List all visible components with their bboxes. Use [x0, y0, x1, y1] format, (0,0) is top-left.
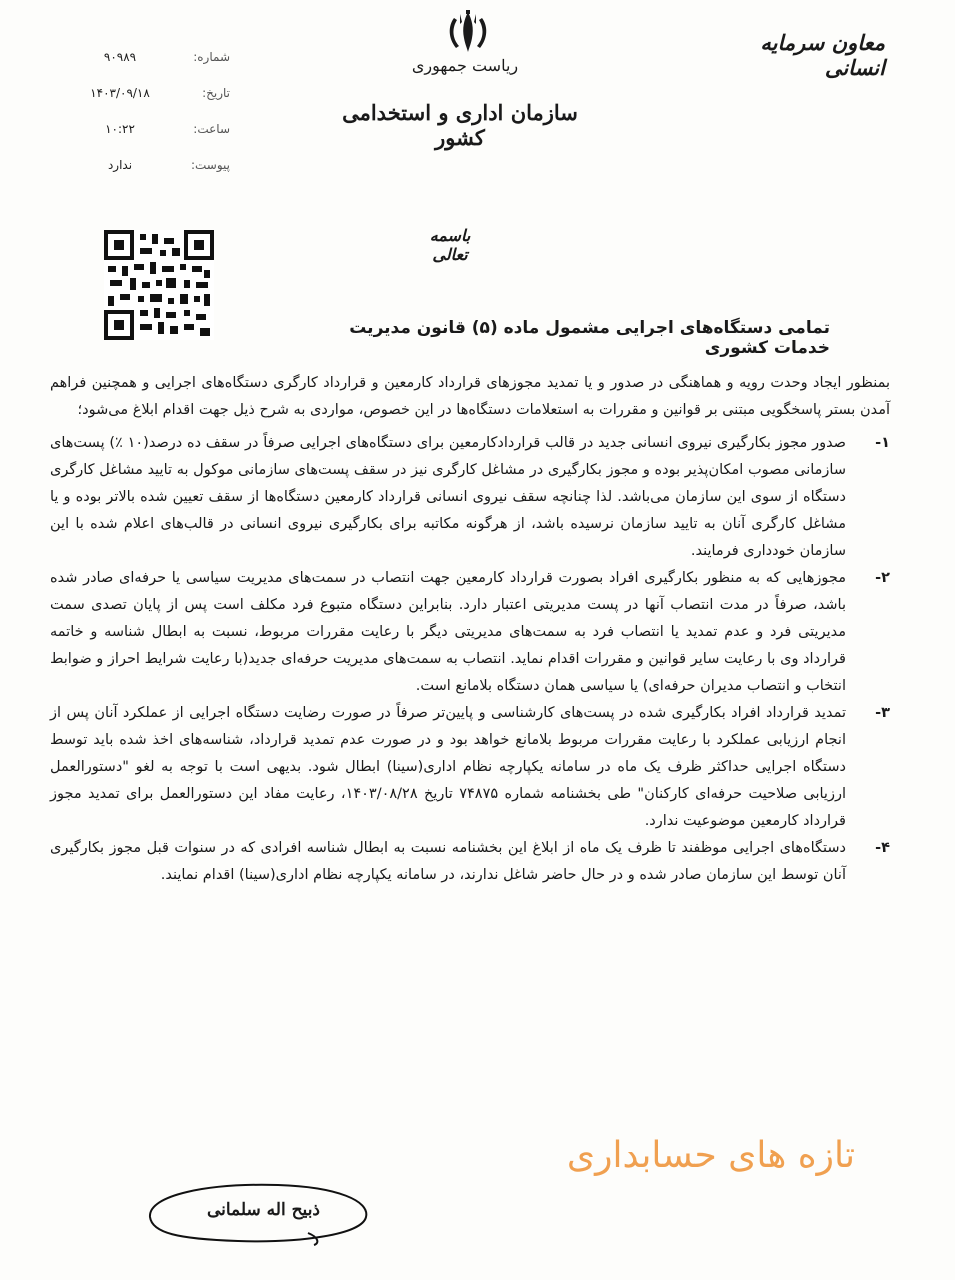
letter-body	[50, 370, 890, 889]
meta-row-number	[70, 50, 230, 86]
meta-row-time	[70, 122, 230, 158]
meta-value: ۱۰:۲۲	[105, 122, 135, 136]
qr-code-icon	[104, 230, 214, 340]
item-number: ۱-	[875, 435, 890, 451]
deputy-title: معاون سرمایه انسانی	[760, 30, 885, 80]
meta-row-attachment	[70, 158, 230, 194]
list-item	[50, 565, 890, 700]
item-number: ۳-	[875, 705, 890, 721]
signer-name: ذبیح اله سلمانی	[206, 1200, 320, 1220]
meta-label: پیوست:	[190, 158, 230, 172]
meta-value: ۱۴۰۳/۰۹/۱۸	[90, 86, 150, 100]
watermark-text: تازه های حسابداری	[566, 1135, 855, 1176]
bismillah: باسمه تعالی	[429, 226, 471, 264]
meta-row-date	[70, 86, 230, 122]
item-text: مجوزهایی که به منظور بکارگیری افراد بصورت قرارداد کارمعین جهت انتصاب در سمت‌های مدیریت سیاسی یا حرفه‌ای صادر شده باشد، صرفاً در مدت انتصاب آنها در پست مدیریتی اعتبار دارد. بنابراین دستگاه متبوع فرد مکلف است پس از پایان تصدی سمت مدیریتی فرد و عدم تمدید یا انتصاب فرد به سمت‌های مدیریتی دیگر با رعایت مقررات مربوط، نسبت به ابطال شناسه و خاتمه قرارداد وی با رعایت سایر قوانین و مقررات اقدام نماید. انتصاب به سمت‌های مدیریت حرفه‌ای جدید(با رعایت شرایط احراز و ضوابط انتخاب و انتصاب مدیران حرفه‌ای) یا سیاسی همان دستگاه بلامانع است.	[50, 570, 846, 694]
letter-meta	[70, 50, 230, 194]
organization-name: سازمان اداری و استخدامی کشور	[342, 100, 578, 150]
meta-value: ۹۰۹۸۹	[103, 50, 137, 64]
addressee: تمامی دستگاه‌های اجرایی مشمول ماده (۵) قانون مدیریت خدمات کشوری	[349, 318, 830, 358]
meta-value: ندارد	[107, 158, 133, 172]
item-number: ۴-	[875, 840, 890, 856]
list-item	[50, 835, 890, 889]
iran-emblem-icon	[440, 8, 496, 56]
item-text: دستگاه‌های اجرایی موظفند تا ظرف یک ماه از ابلاغ این بخشنامه نسبت به ابطال شناسه افرادی که در سنوات قبل مجوز بکارگیری آنان توسط این سازمان صادر شده و در حال حاضر شاغل ندارند، در سامانه یکپارچه نظام اداری(سینا) اقدام نمایند.	[50, 840, 846, 883]
meta-label: تاریخ:	[202, 86, 230, 100]
intro-paragraph: بمنظور ایجاد وحدت رویه و هماهنگی در صدور و یا تمدید مجوزهای قرارداد کارمعین و قرارداد کارگری دستگاه‌های اجرایی و همچنین فراهم آمدن بستر پاسخگویی مبتنی بر قوانین و مقررات به استعلامات دستگاه‌ها در این خصوص، مواردی به شرح ذیل جهت اقدام ابلاغ می‌شود؛	[50, 375, 890, 418]
item-text: صدور مجوز بکارگیری نیروی انسانی جدید در قالب قراردادکارمعین برای دستگاه‌های اجرایی صرفاً در سقف ده درصد(۱۰ ٪) پست‌های سازمانی مصوب امکان‌پذیر بوده و مجوز بکارگیری در مشاغل کارگری نیز در سقف پست‌های سازمانی موکول به تایید مشاغل کارگری دستگاه از سوی این سازمان می‌باشد. لذا چنانچه سقف نیروی انسانی قرارداد کارمعین دستگاه‌ها از سقف تعیین شده بالاتر بوده و یا مشاغل کارگری آنان به تایید سازمان نرسیده باشد، از هرگونه مکاتبه برای بکارگیری نیروی انسانی در قالب‌های اعلام شده با این سازمان خودداری فرمایند.	[50, 435, 846, 559]
presidency-label: ریاست جمهوری	[411, 56, 519, 75]
item-number: ۲-	[875, 570, 890, 586]
item-text: تمدید قرارداد افراد بکارگیری شده در پست‌های کارشناسی و پایین‌تر صرفاً در صورت رضایت دستگاه اجرایی از عملکرد آنان پس از انجام ارزیابی عملکرد با رعایت مقررات مربوط بلامانع خواهد بود و در صورت عدم تمدید قرارداد، شناسه‌های اخذ شده باید توسط دستگاه اجرایی حداکثر ظرف یک ماه در سامانه یکپارچه نظام اداری(سینا) ابطال شود. بدیهی است با توجه به لغو "دستورالعمل ارزیابی صلاحیت حرفه‌ای کارکنان" طی بخشنامه شماره ۷۴۸۷۵ تاریخ ۱۴۰۳/۰۸/۲۸، رعایت مفاد این دستورالعمل برای تمدید مجوز قرارداد کارمعین موضوعیت ندارد.	[50, 705, 846, 829]
meta-label: شماره:	[193, 50, 230, 64]
list-item	[50, 430, 890, 565]
meta-label: ساعت:	[193, 122, 230, 136]
list-item	[50, 700, 890, 835]
